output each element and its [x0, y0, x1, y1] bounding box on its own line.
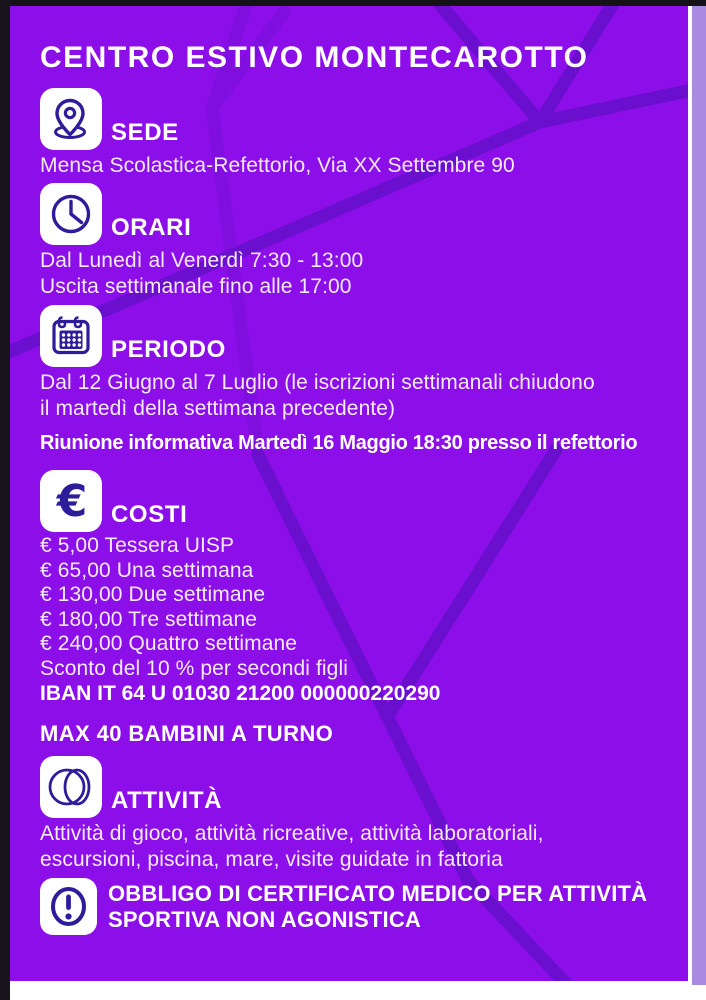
section-label-attivita: ATTIVITÀ — [111, 787, 223, 814]
section-attivita — [40, 756, 662, 873]
svg-text:€: € — [56, 476, 88, 527]
discount-note: Sconto del 10 % per secondi figli — [40, 656, 348, 680]
exclamation-icon — [40, 878, 97, 935]
page-title: CENTRO ESTIVO MONTECAROTTO — [40, 41, 589, 74]
periodo-line: il martedì della settimana precedente) — [40, 397, 396, 420]
section-label-orari: ORARI — [111, 214, 192, 241]
cost-item: € 180,00 Tre settimane — [40, 607, 257, 631]
sede-address: Mensa Scolastica-Refettorio, Via XX Settembre 90 — [40, 154, 515, 177]
euro-icon — [40, 470, 102, 532]
section-label-periodo: PERIODO — [111, 336, 226, 363]
cost-item: € 65,00 Una settimana — [40, 558, 254, 582]
certificato-line: OBBLIGO DI CERTIFICATO MEDICO PER ATTIVITÀ — [108, 880, 648, 906]
section-sede — [40, 88, 662, 179]
attivita-line: Attività di gioco, attività ricreative, attività laboratoriali, — [40, 822, 544, 845]
cost-item: € 5,00 Tessera UISP — [40, 534, 235, 557]
cost-item: € 130,00 Due settimane — [40, 583, 266, 606]
section-label-sede: SEDE — [111, 119, 179, 146]
location-pin-icon — [40, 88, 102, 150]
attivita-line: escursioni, piscina, mare, visite guidate in fattoria — [40, 848, 503, 871]
rings-icon — [40, 756, 102, 818]
orari-line: Dal Lunedì al Venerdì 7:30 - 13:00 — [40, 249, 364, 272]
meeting-notice: Riunione informativa Martedì 16 Maggio 18:30 presso il refettorio — [40, 432, 638, 454]
flyer-content — [10, 6, 688, 981]
orari-line: Uscita settimanale fino alle 17:00 — [40, 275, 352, 298]
adjacent-page-strip — [692, 6, 706, 985]
calendar-icon — [40, 305, 102, 367]
flyer-card — [10, 6, 688, 981]
left-frame — [0, 0, 10, 1000]
max-children-notice: MAX 40 BAMBINI A TURNO — [40, 721, 334, 746]
section-certificato-medico — [40, 878, 662, 935]
iban-number: IBAN IT 64 U 01030 21200 000000220290 — [40, 682, 441, 705]
section-periodo — [40, 305, 662, 422]
section-label-costi: COSTI — [111, 501, 188, 528]
periodo-line: Dal 12 Giugno al 7 Luglio (le iscrizioni settimanali chiudono — [40, 371, 595, 394]
clock-icon — [40, 183, 102, 245]
section-costi — [40, 470, 662, 706]
section-orari — [40, 183, 662, 300]
certificato-line: SPORTIVA NON AGONISTICA — [108, 906, 422, 932]
cost-item: € 240,00 Quattro settimane — [40, 632, 298, 655]
